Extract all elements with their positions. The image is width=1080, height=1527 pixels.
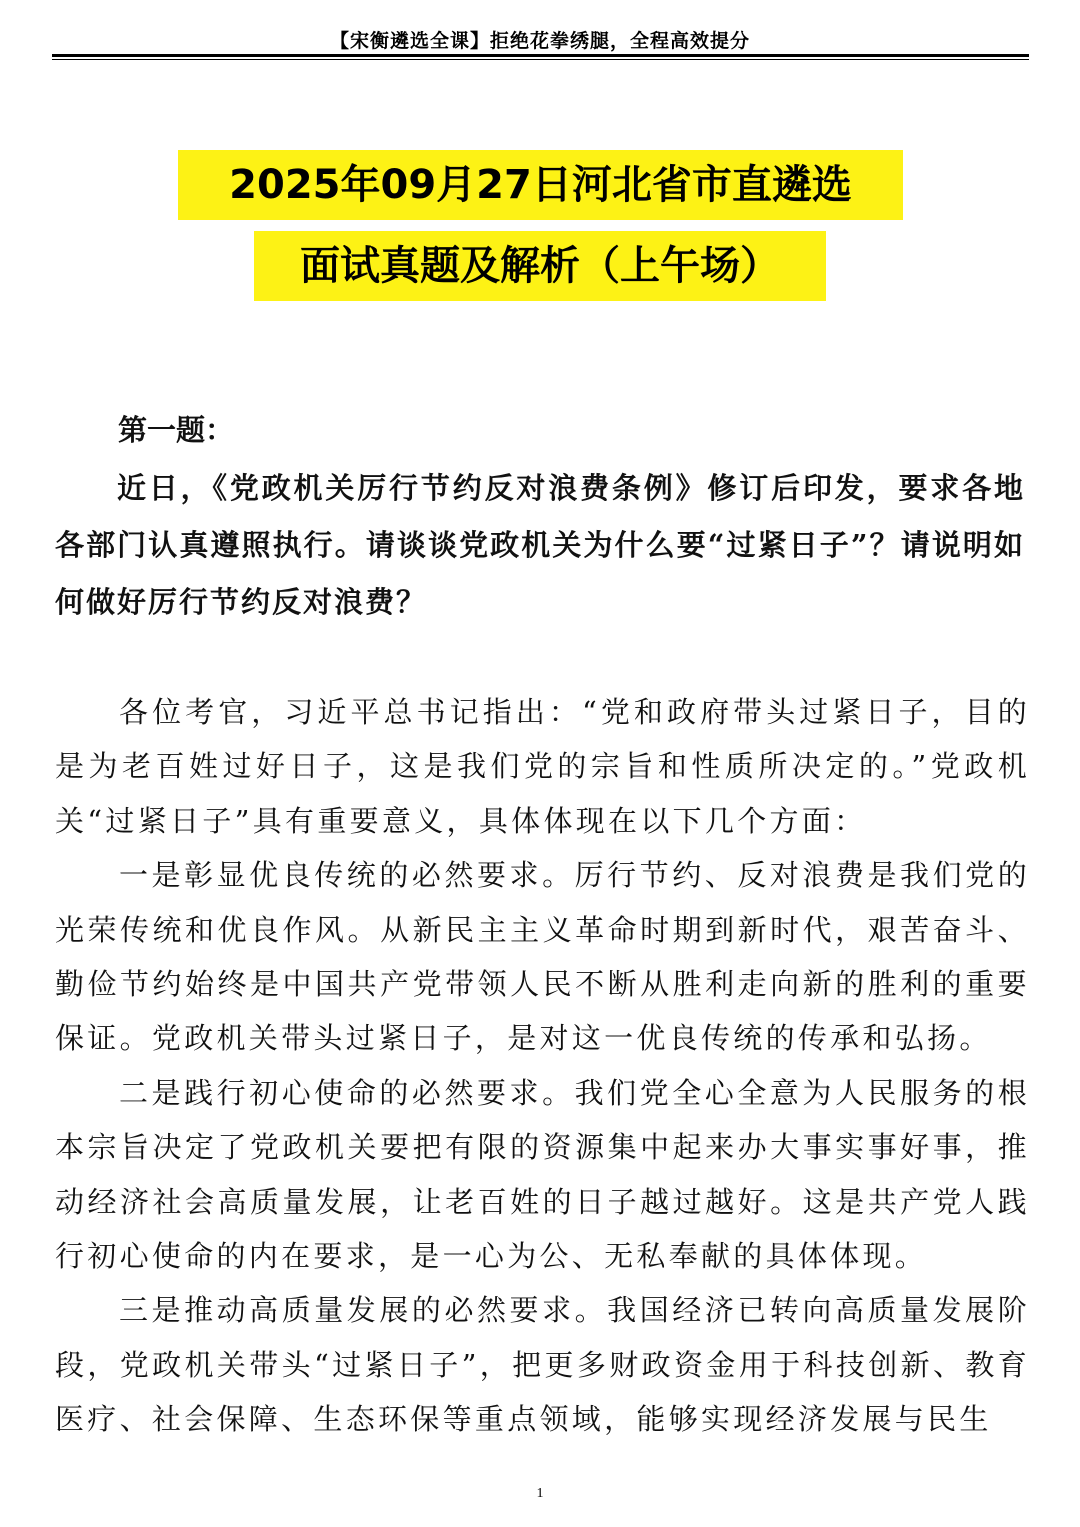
answer-paragraph: 三是推动高质量发展的必然要求。我国经济已转向高质量发展阶段，党政机关带头“过紧日子”，把更多财政资金用于科技创新、教育医疗、社会保障、生态环保等重点领域，能够实现经济发展与民生	[55, 1293, 1030, 1437]
header-divider-thick	[52, 54, 1029, 57]
answer-paragraph: 二是践行初心使命的必然要求。我们党全心全意为人民服务的根本宗旨决定了党政机关要把有限的资源集中起来办大事实事好事，推动经济社会高质量发展，让老百姓的日子越过越好。这是共产党人践行初心使命的内在要求，是一心为公、无私奉献的具体体现。	[55, 1075, 1030, 1274]
document-title-line-1: 2025年09月27日河北省市直遴选	[178, 150, 903, 220]
answer-paragraph: 一是彰显优良传统的必然要求。厉行节约、反对浪费是我们党的光荣传统和优良作风。从新民主主义革命时期到新时代，艰苦奋斗、勤俭节约始终是中国共产党带领人民不断从胜利走向新的胜利的重要保证。党政机关带头过紧日子，是对这一优良传统的传承和弘扬。	[55, 858, 1030, 1056]
question-text: 近日，《党政机关厉行节约反对浪费条例》修订后印发，要求各地各部门认真遵照执行。请谈谈党政机关为什么要“过紧日子”？请说明如何做好厉行节约反对浪费？	[55, 471, 1025, 619]
answer-body	[55, 685, 1030, 1447]
answer-paragraph: 各位考官，习近平总书记指出：“党和政府带头过紧日子，目的是为老百姓过好日子，这是我们党的宗旨和性质所决定的。”党政机关“过紧日子”具有重要意义，具体体现在以下几个方面：	[55, 695, 1030, 838]
question-label: 第一题：	[118, 413, 235, 447]
header-divider-thin	[52, 59, 1029, 60]
document-title-line-2: 面试真题及解析（上午场）	[254, 231, 826, 301]
page-header: 【宋衡遴选全课】拒绝花拳绣腿，全程高效提分	[329, 30, 750, 52]
page-number: 1	[536, 1486, 544, 1501]
